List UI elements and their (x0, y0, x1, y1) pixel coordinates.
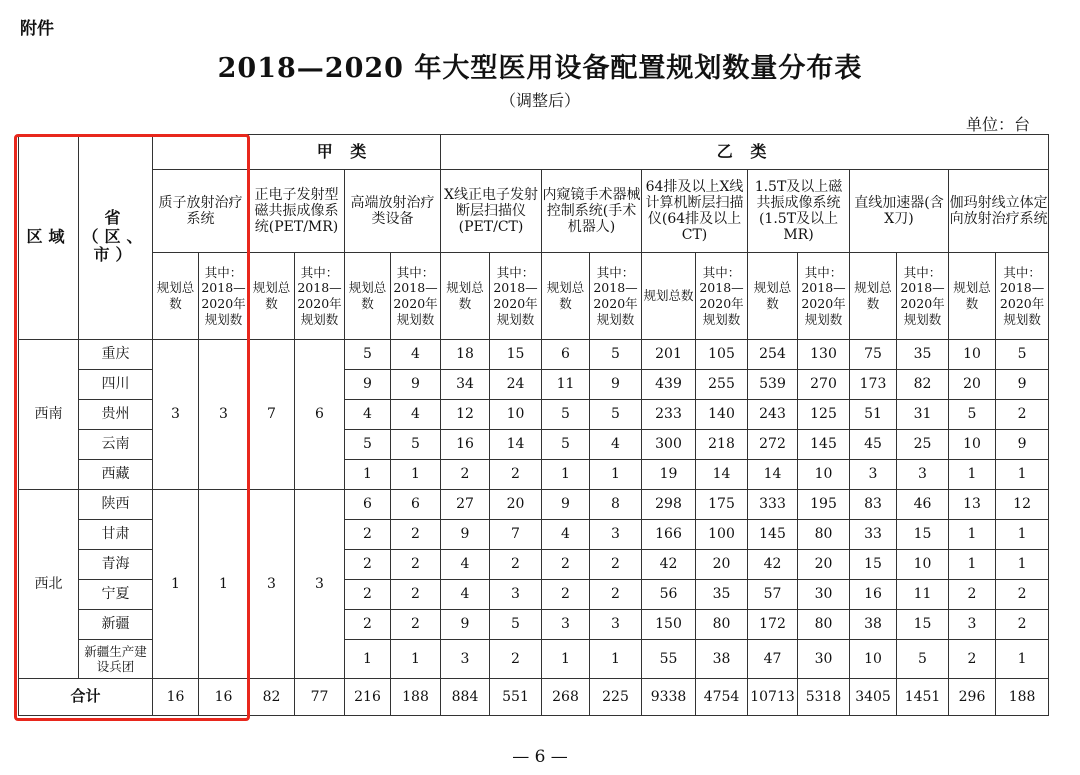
device-header: 直线加速器(含X刀) (850, 170, 949, 253)
value-cell: 42 (642, 550, 696, 580)
sub-header-plan: 其中：2018—2020年规划数 (798, 253, 850, 340)
value-cell: 11 (897, 580, 949, 610)
value-cell: 254 (748, 340, 798, 370)
value-cell: 9 (542, 490, 590, 520)
value-cell: 80 (696, 610, 748, 640)
value-cell: 14 (748, 460, 798, 490)
sub-header-plan: 其中：2018—2020年规划数 (696, 253, 748, 340)
value-cell: 2 (345, 550, 391, 580)
value-cell: 38 (696, 640, 748, 679)
sub-header-plan: 其中：2018—2020年规划数 (295, 253, 345, 340)
value-cell: 10 (850, 640, 897, 679)
province-cell: 贵州 (79, 400, 153, 430)
value-cell: 15 (490, 340, 542, 370)
value-cell: 175 (696, 490, 748, 520)
value-cell: 33 (850, 520, 897, 550)
value-cell: 14 (696, 460, 748, 490)
value-cell: 2 (542, 550, 590, 580)
value-cell: 34 (441, 370, 490, 400)
value-cell: 15 (850, 550, 897, 580)
proton-value: 1 (153, 490, 199, 679)
value-cell: 298 (642, 490, 696, 520)
device-header: 高端放射治疗类设备 (345, 170, 441, 253)
value-cell: 5 (391, 430, 441, 460)
value-cell: 20 (949, 370, 996, 400)
value-cell: 2 (345, 580, 391, 610)
value-cell: 173 (850, 370, 897, 400)
sub-header-total: 规划总数 (345, 253, 391, 340)
sub-header-plan: 其中：2018—2020年规划数 (590, 253, 642, 340)
value-cell: 4 (391, 400, 441, 430)
value-cell: 20 (490, 490, 542, 520)
petmr-value: 3 (295, 490, 345, 679)
total-value: 188 (391, 679, 441, 716)
value-cell: 3 (949, 610, 996, 640)
value-cell: 3 (897, 460, 949, 490)
value-cell: 19 (642, 460, 696, 490)
value-cell: 7 (490, 520, 542, 550)
sub-header-plan: 其中：2018—2020年规划数 (490, 253, 542, 340)
value-cell: 25 (897, 430, 949, 460)
value-cell: 6 (391, 490, 441, 520)
petmr-value: 7 (249, 340, 295, 490)
value-cell: 55 (642, 640, 696, 679)
value-cell: 125 (798, 400, 850, 430)
value-cell: 4 (590, 430, 642, 460)
value-cell: 12 (441, 400, 490, 430)
value-cell: 1 (949, 550, 996, 580)
value-cell: 35 (897, 340, 949, 370)
value-cell: 20 (696, 550, 748, 580)
value-cell: 4 (345, 400, 391, 430)
value-cell: 218 (696, 430, 748, 460)
proton-value: 3 (153, 340, 199, 490)
value-cell: 2 (391, 520, 441, 550)
province-cell: 新疆生产建设兵团 (79, 640, 153, 679)
value-cell: 130 (798, 340, 850, 370)
total-value: 5318 (798, 679, 850, 716)
page-number: — 6 — (512, 747, 568, 767)
unit-label: 单位：台 (965, 115, 1030, 134)
highlight-box (14, 134, 250, 721)
region-cell: 西南 (19, 340, 79, 490)
value-cell: 1 (996, 550, 1049, 580)
value-cell: 57 (748, 580, 798, 610)
value-cell: 10 (949, 430, 996, 460)
value-cell: 3 (590, 610, 642, 640)
value-cell: 2 (391, 580, 441, 610)
value-cell: 272 (748, 430, 798, 460)
value-cell: 2 (949, 580, 996, 610)
value-cell: 9 (391, 370, 441, 400)
value-cell: 47 (748, 640, 798, 679)
value-cell: 2 (441, 460, 490, 490)
province-cell: 宁夏 (79, 580, 153, 610)
total-value: 216 (345, 679, 391, 716)
device-header: 1.5T及以上磁共振成像系统(1.5T及以上MR) (748, 170, 850, 253)
value-cell: 195 (798, 490, 850, 520)
total-value: 225 (590, 679, 642, 716)
total-value: 188 (996, 679, 1049, 716)
sub-header-total: 规划总数 (850, 253, 897, 340)
value-cell: 4 (391, 340, 441, 370)
value-cell: 10 (949, 340, 996, 370)
total-label: 合计 (19, 679, 153, 716)
value-cell: 5 (996, 340, 1049, 370)
total-value: 268 (542, 679, 590, 716)
value-cell: 333 (748, 490, 798, 520)
value-cell: 243 (748, 400, 798, 430)
value-cell: 2 (542, 580, 590, 610)
value-cell: 270 (798, 370, 850, 400)
value-cell: 5 (590, 340, 642, 370)
value-cell: 3 (490, 580, 542, 610)
total-value: 4754 (696, 679, 748, 716)
device-header: 64排及以上X线计算机断层扫描仪(64排及以上CT) (642, 170, 748, 253)
value-cell: 8 (590, 490, 642, 520)
header-group-b: 乙 类 (441, 135, 1049, 170)
value-cell: 201 (642, 340, 696, 370)
value-cell: 9 (590, 370, 642, 400)
value-cell: 3 (542, 610, 590, 640)
value-cell: 1 (542, 640, 590, 679)
value-cell: 2 (345, 610, 391, 640)
value-cell: 1 (391, 640, 441, 679)
document-subtitle: （调整后） (499, 91, 580, 110)
value-cell: 9 (345, 370, 391, 400)
sub-header-total: 规划总数 (642, 253, 696, 340)
value-cell: 2 (490, 640, 542, 679)
value-cell: 30 (798, 640, 850, 679)
device-header: X线正电子发射断层扫描仪(PET/CT) (441, 170, 542, 253)
total-value: 16 (199, 679, 249, 716)
value-cell: 2 (590, 580, 642, 610)
province-cell: 重庆 (79, 340, 153, 370)
province-cell: 四川 (79, 370, 153, 400)
value-cell: 145 (748, 520, 798, 550)
value-cell: 31 (897, 400, 949, 430)
petmr-value: 3 (249, 490, 295, 679)
sub-header-plan: 其中：2018—2020年规划数 (897, 253, 949, 340)
value-cell: 2 (996, 580, 1049, 610)
value-cell: 5 (897, 640, 949, 679)
value-cell: 10 (490, 400, 542, 430)
value-cell: 75 (850, 340, 897, 370)
total-value: 884 (441, 679, 490, 716)
province-cell: 云南 (79, 430, 153, 460)
sub-header-plan: 其中：2018—2020年规划数 (199, 253, 249, 340)
sub-header-total: 规划总数 (542, 253, 590, 340)
attachment-label: 附件 (20, 19, 54, 39)
value-cell: 5 (590, 400, 642, 430)
total-value: 3405 (850, 679, 897, 716)
value-cell: 27 (441, 490, 490, 520)
value-cell: 539 (748, 370, 798, 400)
value-cell: 439 (642, 370, 696, 400)
value-cell: 166 (642, 520, 696, 550)
value-cell: 1 (345, 640, 391, 679)
value-cell: 4 (441, 550, 490, 580)
value-cell: 11 (542, 370, 590, 400)
value-cell: 80 (798, 520, 850, 550)
value-cell: 2 (590, 550, 642, 580)
value-cell: 2 (391, 550, 441, 580)
device-header: 正电子发射型磁共振成像系统(PET/MR) (249, 170, 345, 253)
value-cell: 2 (490, 550, 542, 580)
value-cell: 6 (542, 340, 590, 370)
value-cell: 15 (897, 520, 949, 550)
value-cell: 5 (490, 610, 542, 640)
value-cell: 5 (542, 430, 590, 460)
value-cell: 51 (850, 400, 897, 430)
value-cell: 5 (345, 340, 391, 370)
value-cell: 2 (996, 400, 1049, 430)
value-cell: 150 (642, 610, 696, 640)
value-cell: 45 (850, 430, 897, 460)
total-value: 77 (295, 679, 345, 716)
device-header: 内窥镜手术器械控制系统(手术机器人) (542, 170, 642, 253)
document-title: 2018—2020 年大型医用设备配置规划数量分布表 (217, 53, 863, 84)
value-cell: 1 (590, 640, 642, 679)
value-cell: 105 (696, 340, 748, 370)
value-cell: 100 (696, 520, 748, 550)
value-cell: 5 (949, 400, 996, 430)
total-value: 10713 (748, 679, 798, 716)
value-cell: 46 (897, 490, 949, 520)
value-cell: 300 (642, 430, 696, 460)
value-cell: 42 (748, 550, 798, 580)
sub-header-total: 规划总数 (949, 253, 996, 340)
value-cell: 20 (798, 550, 850, 580)
value-cell: 1 (996, 640, 1049, 679)
value-cell: 2 (490, 460, 542, 490)
province-cell: 陕西 (79, 490, 153, 520)
value-cell: 2 (949, 640, 996, 679)
value-cell: 172 (748, 610, 798, 640)
value-cell: 3 (590, 520, 642, 550)
value-cell: 9 (996, 370, 1049, 400)
province-cell: 甘肃 (79, 520, 153, 550)
value-cell: 5 (345, 430, 391, 460)
value-cell: 12 (996, 490, 1049, 520)
value-cell: 1 (996, 460, 1049, 490)
total-value: 551 (490, 679, 542, 716)
value-cell: 9 (441, 520, 490, 550)
value-cell: 10 (798, 460, 850, 490)
value-cell: 5 (542, 400, 590, 430)
proton-value: 3 (199, 340, 249, 490)
value-cell: 9 (441, 610, 490, 640)
value-cell: 14 (490, 430, 542, 460)
value-cell: 82 (897, 370, 949, 400)
value-cell: 1 (949, 460, 996, 490)
value-cell: 80 (798, 610, 850, 640)
province-cell: 青海 (79, 550, 153, 580)
value-cell: 13 (949, 490, 996, 520)
value-cell: 1 (996, 520, 1049, 550)
value-cell: 83 (850, 490, 897, 520)
sub-header-total: 规划总数 (748, 253, 798, 340)
sub-header-total: 规划总数 (153, 253, 199, 340)
value-cell: 1 (542, 460, 590, 490)
value-cell: 1 (590, 460, 642, 490)
region-cell: 西北 (19, 490, 79, 679)
value-cell: 30 (798, 580, 850, 610)
value-cell: 1 (391, 460, 441, 490)
value-cell: 4 (542, 520, 590, 550)
value-cell: 1 (949, 520, 996, 550)
sub-header-plan: 其中：2018—2020年规划数 (996, 253, 1049, 340)
total-value: 16 (153, 679, 199, 716)
total-value: 82 (249, 679, 295, 716)
petmr-value: 6 (295, 340, 345, 490)
total-value: 296 (949, 679, 996, 716)
value-cell: 2 (345, 520, 391, 550)
value-cell: 3 (441, 640, 490, 679)
value-cell: 255 (696, 370, 748, 400)
value-cell: 35 (696, 580, 748, 610)
value-cell: 16 (441, 430, 490, 460)
value-cell: 10 (897, 550, 949, 580)
value-cell: 24 (490, 370, 542, 400)
value-cell: 4 (441, 580, 490, 610)
value-cell: 16 (850, 580, 897, 610)
value-cell: 2 (996, 610, 1049, 640)
total-value: 1451 (897, 679, 949, 716)
sub-header-total: 规划总数 (441, 253, 490, 340)
device-header: 质子放射治疗系统 (153, 170, 249, 253)
province-cell: 新疆 (79, 610, 153, 640)
sub-header-total: 规划总数 (249, 253, 295, 340)
proton-value: 1 (199, 490, 249, 679)
value-cell: 3 (850, 460, 897, 490)
value-cell: 18 (441, 340, 490, 370)
value-cell: 6 (345, 490, 391, 520)
province-cell: 西藏 (79, 460, 153, 490)
total-value: 9338 (642, 679, 696, 716)
value-cell: 145 (798, 430, 850, 460)
value-cell: 233 (642, 400, 696, 430)
header-region: 区域 (19, 135, 79, 340)
value-cell: 56 (642, 580, 696, 610)
value-cell: 140 (696, 400, 748, 430)
header-group-a: 甲 类 (249, 135, 441, 170)
header-province: 省（区、市） (79, 135, 153, 340)
sub-header-plan: 其中：2018—2020年规划数 (391, 253, 441, 340)
value-cell: 15 (897, 610, 949, 640)
device-header: 伽玛射线立体定向放射治疗系统 (949, 170, 1049, 253)
value-cell: 2 (391, 610, 441, 640)
value-cell: 38 (850, 610, 897, 640)
value-cell: 9 (996, 430, 1049, 460)
value-cell: 1 (345, 460, 391, 490)
